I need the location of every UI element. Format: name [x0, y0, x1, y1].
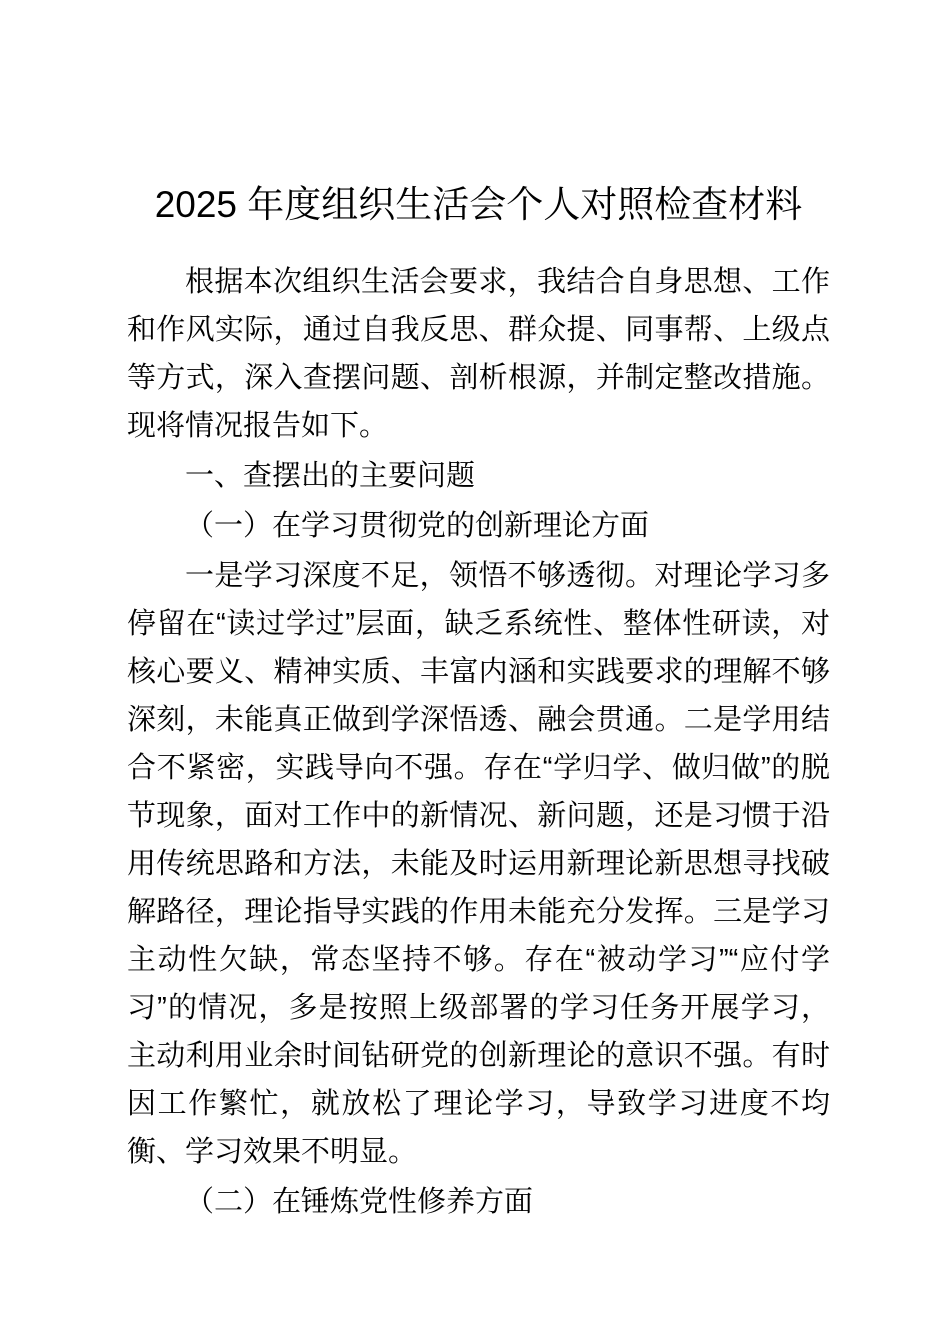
problems-detail-paragraph: 一是学习深度不足，领悟不够透彻。对理论学习多停留在“读过学过”层面，缺乏系统性、整体性研读，对核心要义、精神实质、丰富内涵和实践要求的理解不够深刻，未能真正做到学深悟透、融会贯通。二是学用结合不紧密，实践导向不强。存在“学归学、做归做”的脱节现象，面对工作中的新情况、新问题，还是习惯于沿用传统思路和方法，未能及时运用新理论新思想寻找破解路径，理论指导实践的作用未能充分发挥。三是学习主动性欠缺，常态坚持不够。存在“被动学习”“应付学习”的情况，多是按照上级部署的学习任务开展学习，主动利用业余时间钻研党的创新理论的意识不强。有时因工作繁忙，就放松了理论学习，导致学习进度不均衡、学习效果不明显。	[127, 560, 830, 1168]
subsection-heading-party-spirit: （二）在锤炼党性修养方面	[185, 1186, 534, 1218]
intro-paragraph: 根据本次组织生活会要求，我结合自身思想、工作和作风实际，通过自我反思、群众提、同事帮、上级点等方式，深入查摆问题、剖析根源，并制定整改措施。现将情况报告如下。	[127, 266, 830, 442]
document-title: 2025 年度组织生活会个人对照检查材料	[154, 184, 803, 225]
subsection-heading-theory-study: （一）在学习贯彻党的创新理论方面	[185, 510, 650, 542]
section-heading-main-problems: 一、查摆出的主要问题	[185, 460, 476, 492]
